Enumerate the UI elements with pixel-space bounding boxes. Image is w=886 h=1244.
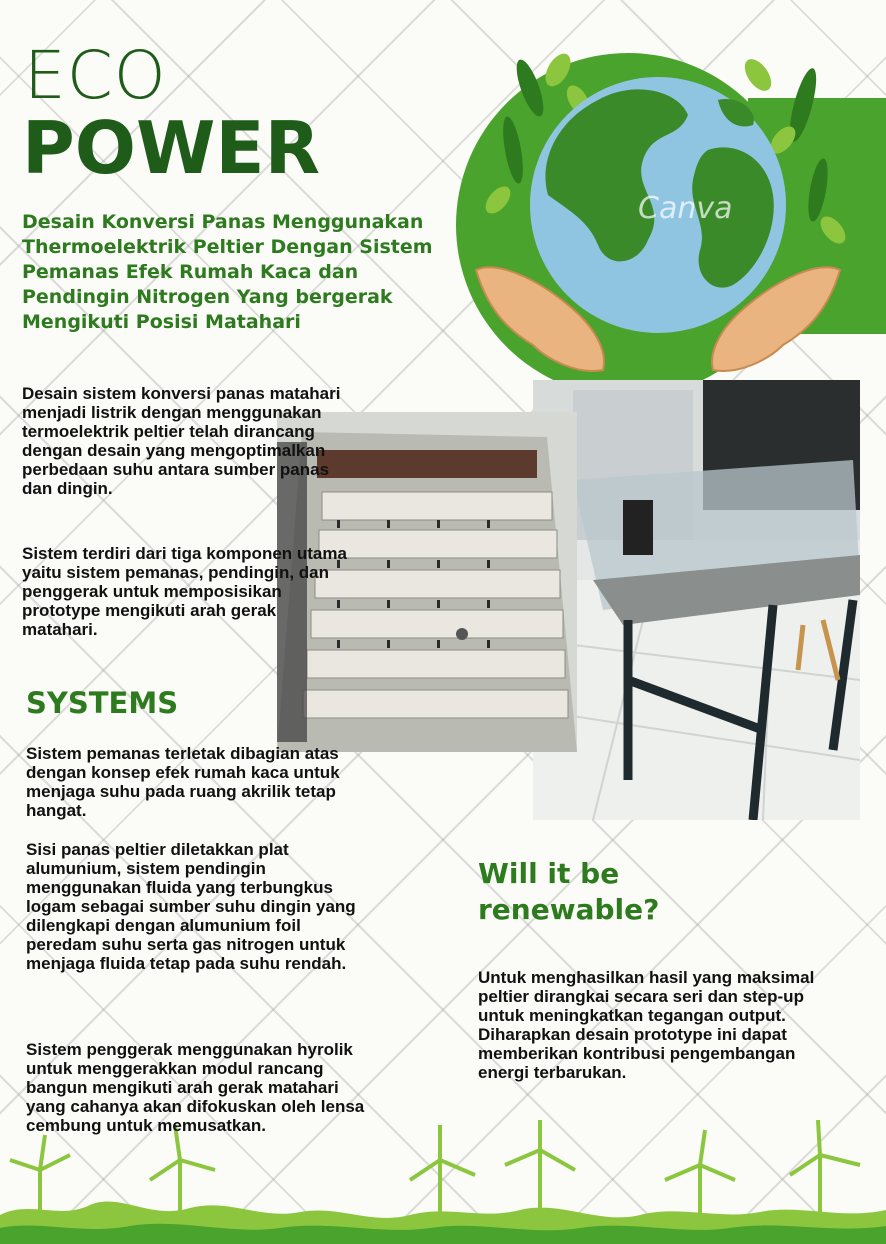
earth-globe-illustration (438, 30, 886, 390)
grass-silhouette (0, 1120, 886, 1244)
intro-paragraph-1: Desain sistem konversi panas matahari menjadi listrik dengan menggunakan termoelektrik peltier telah dirancang dengan desain yang mengoptimalkan perbedaan suhu antara sumber panas dan dingin. (22, 384, 341, 498)
renewable-paragraph: Untuk menghasilkan hasil yang maksimal peltier dirangkai secara seri dan step-up untuk meningkatkan tegangan output. Diharapkan desain prototype ini dapat memberikan kontribusi pengembangan energi terbarukan. (478, 968, 815, 1082)
systems-paragraph-2: Sisi panas peltier diletakkan plat alumunium, sistem pendingin menggunakan fluida yang terbungkus logam sebagai sumber suhu dingin yang dilengkapi dengan alumunium foil peredam suhu serta gas nitrogen untuk menjaga fluida tetap pada suhu rendah. (26, 840, 356, 973)
prototype-photo-table (533, 380, 860, 820)
systems-heading: SYSTEMS (26, 686, 179, 720)
title-eco: ECO (24, 37, 167, 114)
title-power: POWER (22, 106, 321, 190)
systems-paragraph-1: Sistem pemanas terletak dibagian atas dengan konsep efek rumah kaca untuk menjaga suhu pada ruang akrilik tetap hangat. (26, 744, 340, 820)
canva-watermark: Canva (638, 191, 733, 226)
renewable-heading: Will it be renewable? (478, 857, 660, 926)
subtitle: Desain Konversi Panas Menggunakan Thermoelektrik Peltier Dengan Sistem Pemanas Efek Rumah Kaca dan Pendingin Nitrogen Yang bergerak Mengikuti Posisi Matahari (22, 211, 433, 333)
systems-paragraph-3: Sistem penggerak menggunakan hyrolik untuk menggerakkan modul rancang bangun mengikuti arah gerak matahari yang cahanya akan difokuskan oleh lensa cembung untuk memusatkan. (26, 1040, 365, 1135)
intro-paragraph-2: Sistem terdiri dari tiga komponen utama yaitu sistem pemanas, pendingin, dan penggerak untuk memposisikan prototype mengikuti arah gerak matahari. (22, 544, 347, 639)
